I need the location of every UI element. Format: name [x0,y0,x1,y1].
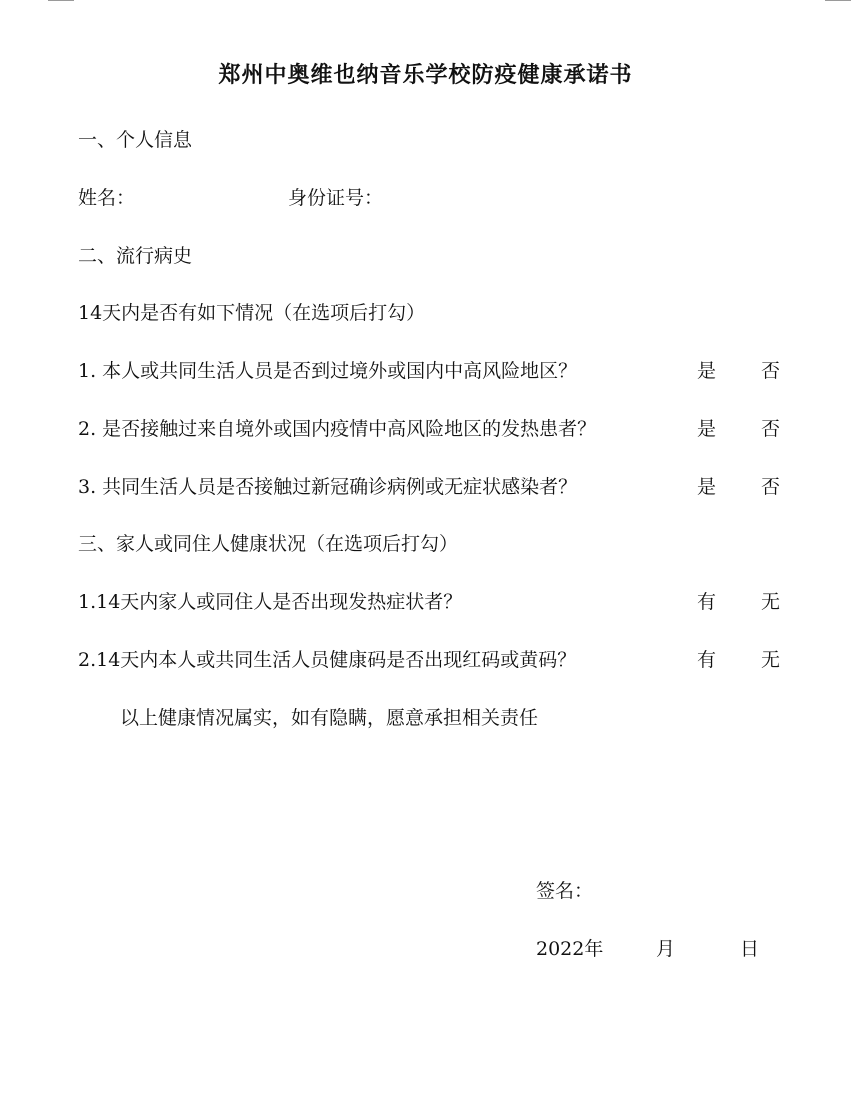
page-corner-mark-right [825,0,851,1]
option-have[interactable]: 有 [697,649,717,671]
option-no[interactable]: 否 [761,360,781,382]
option-no[interactable]: 否 [761,476,781,498]
signature-label: 签名： [536,880,594,902]
epidemic-question-1: 1. 本人或共同生活人员是否到过境外或国内中高风险地区？ [78,360,578,382]
option-no[interactable]: 否 [761,418,781,440]
epidemic-question-3: 3. 共同生活人员是否接触过新冠确诊病例或无症状感染者？ [78,476,578,498]
health-question-2: 2.14天内本人或共同生活人员健康码是否出现红码或黄码？ [78,649,577,671]
epidemic-question-2: 2. 是否接触过来自境外或国内疫情中高风险地区的发热患者？ [78,418,597,440]
option-none[interactable]: 无 [761,649,781,671]
page-corner-mark-left [48,0,74,1]
declaration-text: 以上健康情况属实，如有隐瞒，愿意承担相关责任 [120,707,539,729]
section1-heading: 一、个人信息 [78,129,193,151]
document-title: 郑州中奥维也纳音乐学校防疫健康承诺书 [218,62,633,88]
date-year: 2022年 [536,938,604,960]
date-month: 月 [656,938,676,960]
option-yes[interactable]: 是 [697,418,717,440]
name-label: 姓名： [78,187,136,209]
option-yes[interactable]: 是 [697,360,717,382]
section3-heading: 三、家人或同住人健康状况（在选项后打勾） [78,533,459,555]
id-number-label: 身份证号： [288,187,384,209]
option-yes[interactable]: 是 [697,476,717,498]
section2-heading: 二、流行病史 [78,245,193,267]
date-day: 日 [740,938,760,960]
section2-intro: 14天内是否有如下情况（在选项后打勾） [78,302,426,324]
health-question-1: 1.14天内家人或同住人是否出现发热症状者？ [78,591,463,613]
option-have[interactable]: 有 [697,591,717,613]
option-none[interactable]: 无 [761,591,781,613]
